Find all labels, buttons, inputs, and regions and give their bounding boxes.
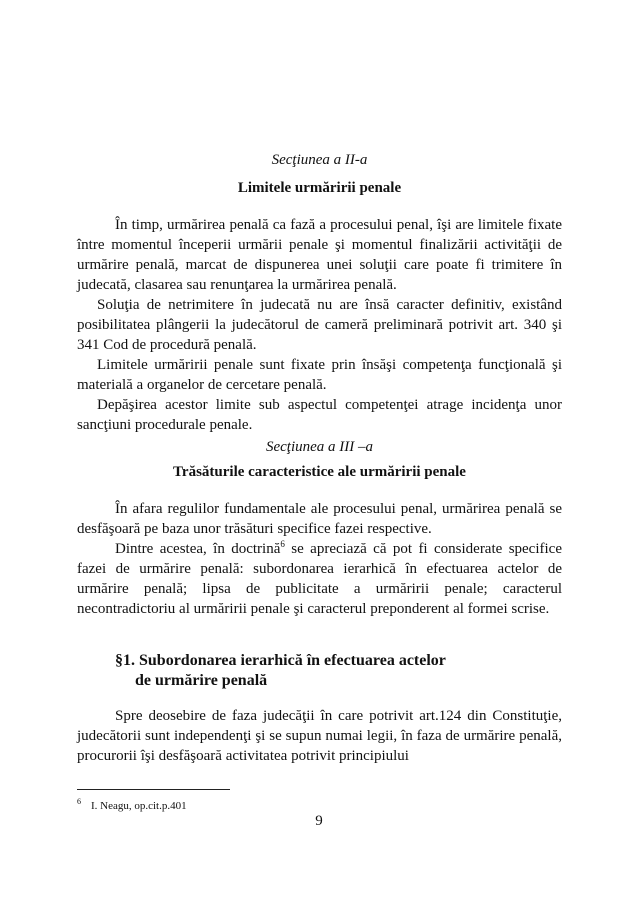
footnote bbox=[77, 799, 187, 813]
paragraph: Soluţia de netrimitere în judecată nu are însă caracter definitiv, existând posibilitatea plângerii la judecătorul de cameră preliminară potrivit art. 340 şi 341 Cod de procedură penală. bbox=[77, 297, 562, 353]
footnote-number: 6 bbox=[77, 797, 81, 807]
section-2-body bbox=[77, 215, 562, 435]
subsection-1-body bbox=[77, 706, 562, 766]
paragraph: În afara regulilor fundamentale ale procesului penal, urmărirea penală se desfăşoară pe baza unor trăsături specifice fazei respective. bbox=[77, 501, 562, 537]
section-3-title: Trăsăturile caracteristice ale urmăririi penale bbox=[173, 464, 466, 480]
paragraph: În timp, urmărirea penală ca fază a procesului penal, îşi are limitele fixate între momentul începerii urmării penale şi momentul finalizării activităţii de urmărire penală, marcat de dispunerea unei soluţii care poate fi trimitere în judecată, clasarea sau renunţarea la urmărirea penală. bbox=[77, 217, 562, 293]
footnote-reference: 6 bbox=[280, 539, 285, 549]
paragraph-text: se apreciază că pot fi considerate specifice fazei de urmărire penală: subordonarea ierarhică în efectuarea actelor de urmărire penală; lipsa de publicitate a urmăririi penale; caracterul necontradictoriu al urmăririi penale şi caracterul preponderent al formei scrise. bbox=[77, 541, 562, 617]
paragraph: Depăşirea acestor limite sub aspectul competenţei atrage incidenţa unor sancţiuni procedurale penale. bbox=[77, 397, 562, 433]
subsection-1-title bbox=[115, 651, 562, 691]
section-2-label: Secţiunea a II-a bbox=[271, 152, 368, 168]
page-number: 9 bbox=[315, 813, 323, 829]
footnote-separator bbox=[77, 789, 230, 790]
section-3-label: Secţiunea a III –a bbox=[265, 439, 374, 455]
paragraph: Spre deosebire de faza judecăţii în care potrivit art.124 din Constituţie, judecătorii sunt independenţi şi se supun numai legii, în faza de urmărire penală, procurorii îşi desfăşoară activitatea potrivit principiului bbox=[77, 708, 562, 764]
paragraph bbox=[77, 539, 562, 619]
subsection-title-line1: §1. Subordonarea ierarhică în efectuarea actelor bbox=[115, 652, 446, 669]
subsection-title-line2: de urmărire penală bbox=[135, 672, 268, 689]
paragraph: Limitele urmăririi penale sunt fixate prin însăşi competenţa funcţională şi materială a organelor de cercetare penală. bbox=[77, 357, 562, 393]
footnote-text: I. Neagu, op.cit.p.401 bbox=[91, 800, 187, 812]
paragraph-text: Dintre acestea, în doctrină bbox=[115, 541, 281, 557]
section-2-title: Limitele urmăririi penale bbox=[237, 180, 402, 196]
section-3-body bbox=[77, 499, 562, 619]
